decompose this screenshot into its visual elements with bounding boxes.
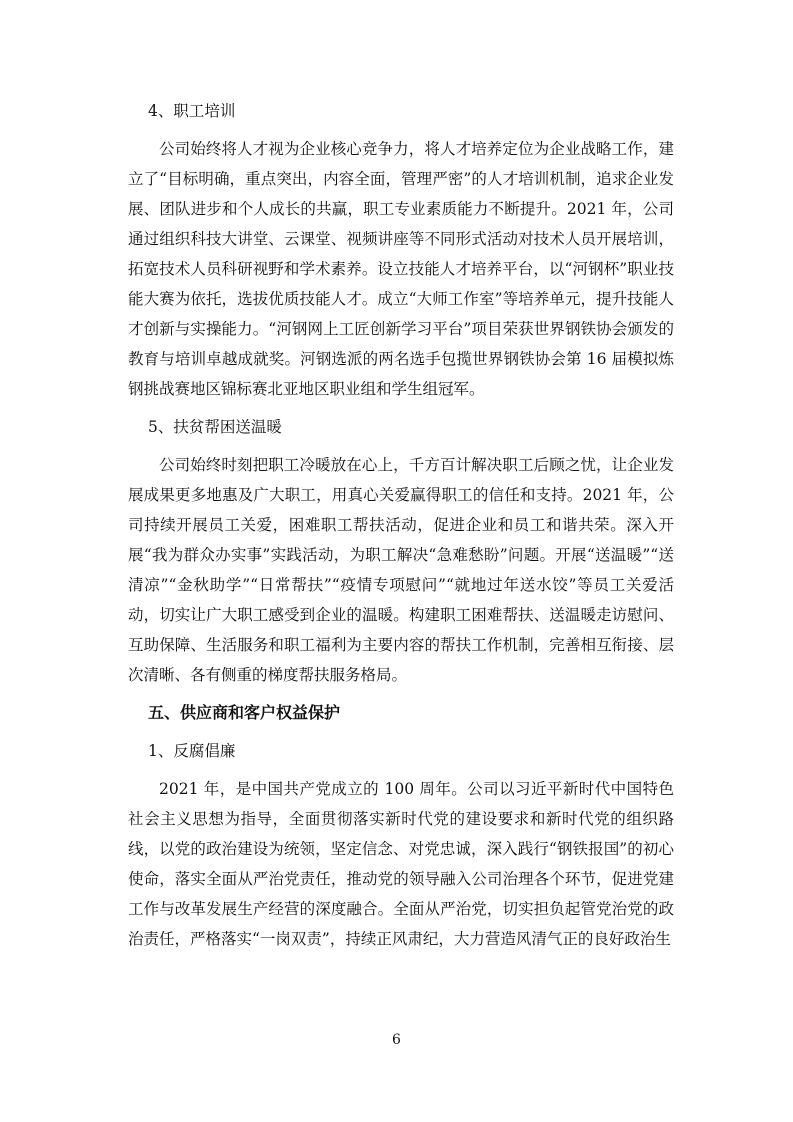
heading-poverty-relief: 5、扶贫帮困送温暖 xyxy=(148,418,282,436)
paragraph-staff-training: 公司始终将人才视为企业核心竞争力，将人才培养定位为企业战略工作，建立了“目标明确，重点突出，内容全面，管理严密”的人才培训机制，追求企业发展、团队进步和个人成长的共赢，职工专业素质能力不断提升。2021 年，公司通过组织科技大讲堂、云课堂、视频讲座等不同形式活动对技术人员开展培训，拓宽技术人员科研视野和学术素养。设立技能人才培养平台，以“河钢杯”职业技能大赛为依托，选拔优质技能人才。成立“大师工作室”等培养单元，提升技能人才创新与实操能力。“河钢网上工匠创新学习平台”项目荣获世界钢铁协会颁发的教育与培训卓越成就奖。河钢选派的两名选手包揽世界钢铁协会第 16 届模拟炼钢挑战赛地区锦标赛北亚地区职业组和学生组冠军。 xyxy=(128,140,674,398)
page-number: 6 xyxy=(392,1032,401,1048)
heading-supplier-customer-rights: 五、供应商和客户权益保护 xyxy=(148,703,341,722)
paragraph-anti-corruption: 2021 年，是中国共产党成立的 100 周年。公司以习近平新时代中国特色社会主义思想为指导，全面贯彻落实新时代党的建设要求和新时代党的组织路线，以党的政治建设为统领，坚定信念、对党忠诚，深入践行“钢铁报国”的初心使命，落实全面从严治党责任，推动党的领导融入公司治理各个环节，促进党建工作与改革发展生产经营的深度融合。全面从严治党，切实担负起管党治党的政治责任，严格落实“一岗双责”，持续正风肃纪，大力营造风清气正的良好政治生 xyxy=(128,780,674,948)
heading-staff-training: 4、职工培训 xyxy=(148,102,236,120)
paragraph-poverty-relief: 公司始终时刻把职工冷暖放在心上，千方百计解决职工后顾之忧，让企业发展成果更多地惠及广大职工，用真心关爱赢得职工的信任和支持。2021 年，公司持续开展员工关爱，困难职工帮扶活动，促进企业和员工和谐共荣。深入开展“我为群众办实事”实践活动，为职工解决“急难愁盼”问题。开展“送温暖”“送清凉”“金秋助学”“日常帮扶”“疫情专项慰问”“就地过年送水饺”等员工关爱活动，切实让广大职工感受到企业的温暖。构建职工困难帮扶、送温暖走访慰问、互助保障、生活服务和职工福利为主要内容的帮扶工作机制，完善相互衔接、层次清晰、各有侧重的梯度帮扶服务格局。 xyxy=(128,456,674,684)
page-content xyxy=(128,96,674,962)
heading-anti-corruption: 1、反腐倡廉 xyxy=(148,742,236,760)
